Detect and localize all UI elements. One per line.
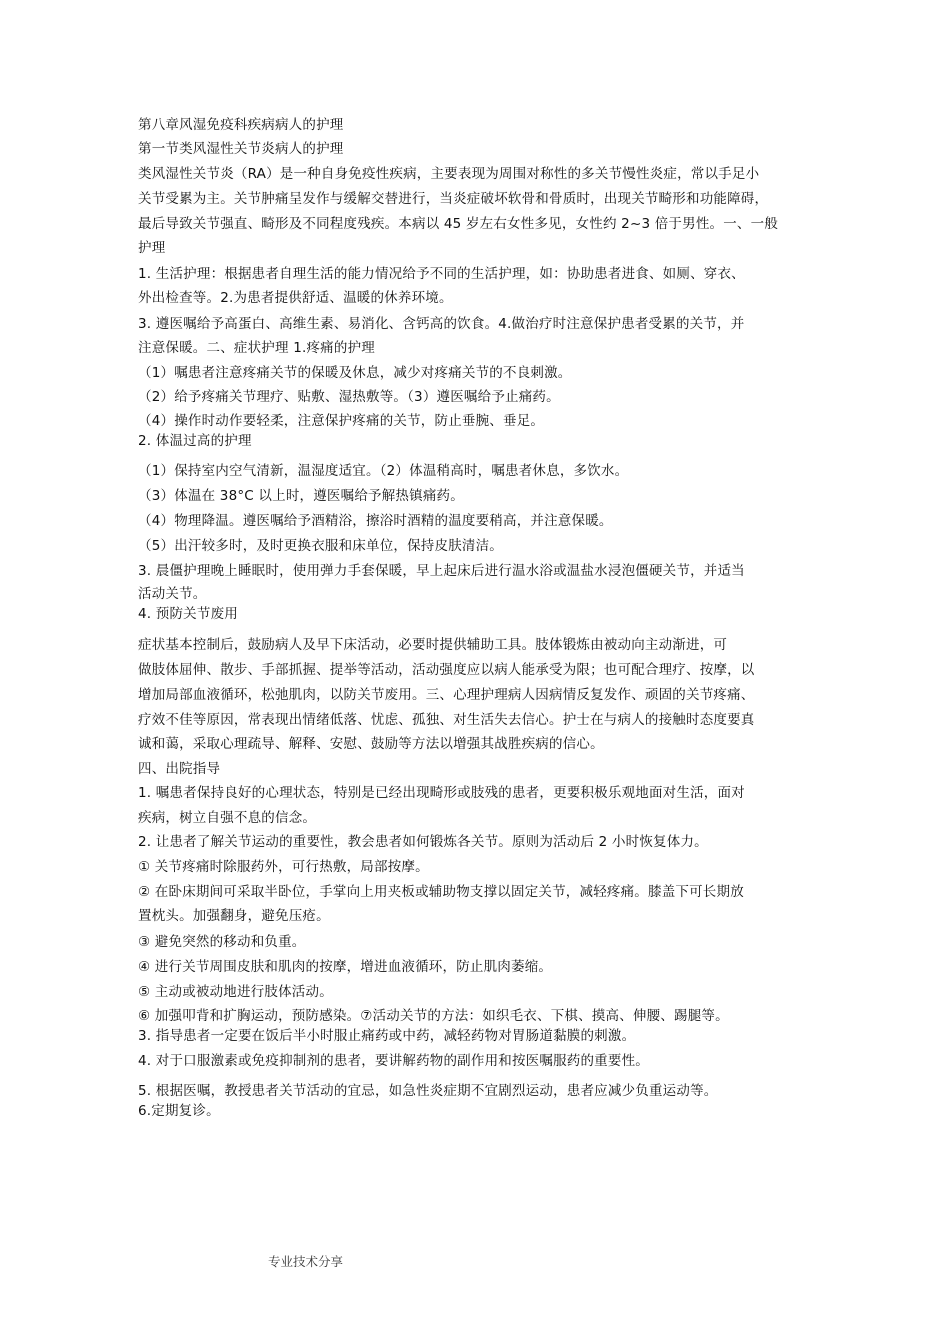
body-line: 5. 根据医嘱，教授患者关节活动的宜忌，如急性炎症期不宜剧烈运动，患者应减少负重运动等。 [138,1083,718,1099]
body-line: 3. 指导患者一定要在饭后半小时服止痛药或中药，减轻药物对胃肠道黏膜的刺激。 [138,1028,636,1044]
body-line: 活动关节。 [138,586,207,602]
body-line: 1. 生活护理：根据患者自理生活的能力情况给予不同的生活护理，如：协助患者进食、如厕、穿衣、 [138,266,745,282]
page-footer: 专业技术分享 [268,1254,344,1269]
body-line: 3. 遵医嘱给予高蛋白、高维生素、易消化、含钙高的饮食。4.做治疗时注意保护患者受累的关节，并 [138,316,745,332]
body-line: 做肢体屈伸、散步、手部抓握、提举等活动，活动强度应以病人能承受为限；也可配合理疗、按摩，以 [138,662,755,678]
body-line: 类风湿性关节炎（RA）是一种自身免疫性疾病，主要表现为周围对称性的多关节慢性炎症，常以手足小 [138,166,760,182]
chapter-title: 第八章风湿免疫科疾病病人的护理 [138,117,344,133]
body-line: 四、出院指导 [138,761,221,777]
body-line: （4）操作时动作要轻柔，注意保护疼痛的关节，防止垂腕、垂足。 [138,413,545,429]
body-line: （1）保持室内空气清新，温湿度适宜。（2）体温稍高时，嘱患者休息，多饮水。 [138,463,629,479]
body-line: 2. 体温过高的护理 [138,433,252,449]
body-line: 症状基本控制后，鼓励病人及早下床活动，必要时提供辅助工具。肢体锻炼由被动向主动渐进，可 [138,637,728,653]
body-line: 诚和蔼，采取心理疏导、解释、安慰、鼓励等方法以增强其战胜疾病的信心。 [138,736,604,752]
body-line: 外出检查等。2.为患者提供舒适、温暖的休养环境。 [138,290,453,306]
body-line: （5）出汗较多时，及时更换衣服和床单位，保持皮肤清洁。 [138,538,503,554]
body-line: 2. 让患者了解关节运动的重要性，教会患者如何锻炼各关节。原则为活动后 2 小时恢复体力。 [138,834,708,850]
body-line: 3. 晨僵护理晚上睡眠时，使用弹力手套保暖，早上起床后进行温水浴或温盐水浸泡僵硬关节，并适当 [138,563,745,579]
body-line: 增加局部血液循环，松弛肌肉，以防关节废用。三、心理护理病人因病情反复发作、顽固的关节疼痛、 [138,687,755,703]
section-title: 第一节类风湿性关节炎病人的护理 [138,141,344,157]
body-line: （1）嘱患者注意疼痛关节的保暖及休息，减少对疼痛关节的不良刺激。 [138,365,572,381]
body-line: 1. 嘱患者保持良好的心理状态，特别是已经出现畸形或肢残的患者，更要积极乐观地面对生活，面对 [138,785,745,801]
body-line: 疾病，树立自强不息的信念。 [138,810,317,826]
body-line: 4. 对于口服激素或免疫抑制剂的患者，要讲解药物的副作用和按医嘱服药的重要性。 [138,1053,649,1069]
body-line: （4）物理降温。遵医嘱给予酒精浴，擦浴时酒精的温度要稍高，并注意保暖。 [138,513,613,529]
body-line: 关节受累为主。关节肿痛呈发作与缓解交替进行，当炎症破坏软骨和骨质时，出现关节畸形和功能障碍， [138,191,769,207]
body-line: （3）体温在 38°C 以上时，遵医嘱给予解热镇痛药。 [138,488,464,504]
body-line: ③ 避免突然的移动和负重。 [138,934,306,950]
body-line: 置枕头。加强翻身，避免压疮。 [138,908,330,924]
body-line: 疗效不佳等原因，常表现出情绪低落、忧虑、孤独、对生活失去信心。护士在与病人的接触时态度要真 [138,712,755,728]
body-line: 最后导致关节强直、畸形及不同程度残疾。本病以 45 岁左右女性多见，女性约 2~3 倍于男性。一、一般 [138,216,779,232]
body-line: 4. 预防关节废用 [138,606,238,622]
body-line: ⑤ 主动或被动地进行肢体活动。 [138,984,333,1000]
body-line: 护理 [138,240,166,256]
body-line: ⑥ 加强叩背和扩胸运动，预防感染。⑦活动关节的方法：如织毛衣、下棋、摸高、伸腰、踢腿等。 [138,1008,729,1024]
body-line: ② 在卧床期间可采取半卧位，手掌向上用夹板或辅助物支撑以固定关节，减轻疼痛。膝盖下可长期放 [138,884,744,900]
body-line: 6.定期复诊。 [138,1103,220,1119]
body-line: 注意保暖。二、症状护理 1.疼痛的护理 [138,340,375,356]
body-line: （2）给予疼痛关节理疗、贴敷、湿热敷等。（3）遵医嘱给予止痛药。 [138,389,560,405]
body-line: ④ 进行关节周围皮肤和肌肉的按摩，增进血液循环，防止肌肉萎缩。 [138,959,553,975]
body-line: ① 关节疼痛时除服药外，可行热敷，局部按摩。 [138,859,429,875]
